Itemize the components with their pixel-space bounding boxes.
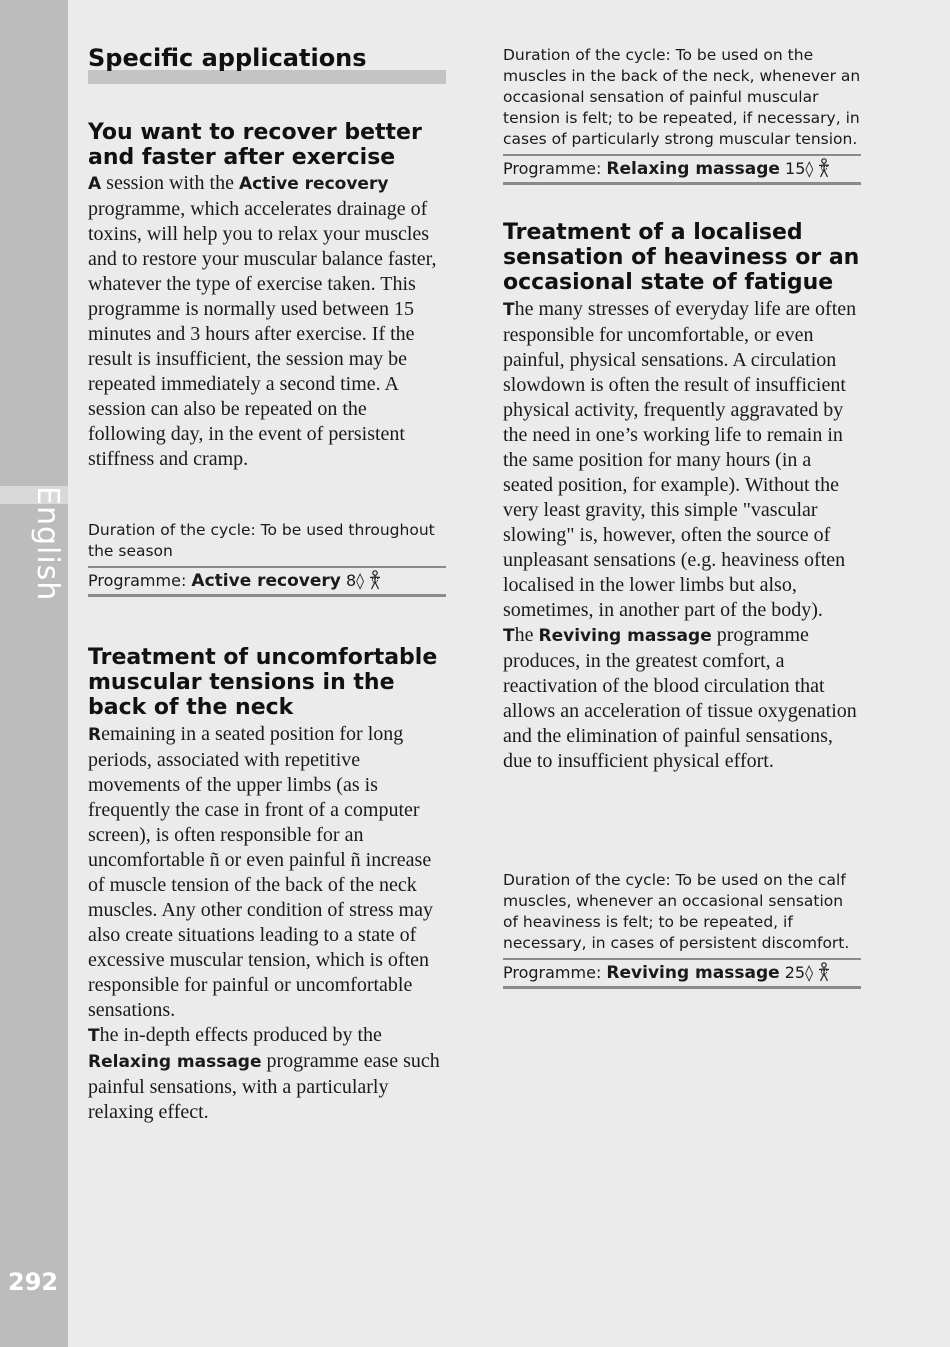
programme-name: Relaxing massage [606, 159, 780, 179]
heading-recover-exercise: You want to recover better and faster after exercise [88, 120, 422, 170]
section-header-bar [88, 70, 446, 84]
paragraph-heaviness-fatigue [503, 297, 863, 774]
page-number: 292 [8, 1268, 59, 1296]
heading-neck-tension: Treatment of uncomfortable muscular tensions in the back of the neck [88, 645, 438, 720]
duration-text: Duration of the cycle: To be used throughout the season [88, 521, 435, 560]
programme-name-inline: Reviving massage [538, 626, 712, 646]
programme-name: Reviving massage [606, 963, 780, 983]
programme-line [503, 958, 861, 989]
drop-initial: A [88, 174, 102, 194]
human-figure-icon [816, 962, 832, 990]
programme-number: 8◊ [340, 571, 365, 590]
human-figure-icon [816, 158, 832, 186]
paragraph-text: he in-depth effects produced by the [99, 1024, 382, 1046]
paragraph-text: he many stresses of everyday life are often responsible for uncomfortable, or even painful, physical sensations. A circulation slowdown is often the result of insufficient physical activity, frequently aggravated by the need in one’s working life to remain in the same position for many hours (in a seated position, for example). Without the very least gravity, this simple "vascular slowing" is, however, often the source of unpleasant sensations (e.g. heaviness often localised in the lower limbs but also, sometimes, in another part of the body). [503, 298, 857, 621]
programme-name-inline: Relaxing massage [88, 1052, 262, 1072]
paragraph-text: he [514, 624, 539, 646]
programme-line [88, 566, 446, 597]
heading-heaviness-fatigue: Treatment of a localised sensation of heaviness or an occasional state of fatigue [503, 220, 860, 295]
paragraph-text: emaining in a seated position for long periods, associated with repetitive movements of the upper limbs (as is frequently the case in front of a computer screen), is often responsible for an uncomfortable ñ or even painful ñ increase of muscle tension of the back of the neck muscles. Any other condition of stress may also create situations leading to a state of excessive muscular tension, which is often responsible for painful or uncomfortable sensations. [88, 723, 433, 1021]
language-label: English [30, 486, 65, 602]
programme-name-inline: Active recovery [238, 174, 389, 194]
programme-label: Programme: [88, 571, 192, 590]
programme-label: Programme: [503, 963, 607, 982]
programme-number: 15◊ [779, 159, 814, 178]
duration-text: Duration of the cycle: To be used on the muscles in the back of the neck, whenever an occasional sensation of painful muscular tension is felt; to be repeated, if necessary, in cases of particularly strong muscular tension. [503, 46, 861, 148]
programme-number: 25◊ [779, 963, 814, 982]
sidebar [0, 0, 68, 1347]
drop-initial: T [503, 300, 515, 320]
paragraph-text: session with the [101, 172, 239, 194]
section-title: Specific applications [88, 44, 367, 72]
drop-initial: R [88, 725, 102, 745]
duration-text: Duration of the cycle: To be used on the calf muscles, whenever an occasional sensation of heaviness is felt; to be repeated, if necessary, in cases of persistent discomfort. [503, 871, 850, 952]
drop-initial: T [88, 1026, 100, 1046]
programme-line [503, 154, 861, 185]
paragraph-text: programme, which accelerates drainage of toxins, will help you to relax your muscles and to restore your muscular balance faster, whatever the type of exercise taken. This programme is normally used between 15 minutes and 3 hours after exercise. If the result is insufficient, the session may be repeated immediately a second time. A session can also be repeated on the following day, in the event of persistent stiffness and cramp. [88, 198, 437, 470]
drop-initial: T [503, 626, 515, 646]
paragraph-neck-tension [88, 722, 448, 1125]
programme-name: Active recovery [191, 571, 341, 591]
paragraph-active-recovery [88, 171, 448, 472]
programme-label: Programme: [503, 159, 607, 178]
paragraph-text: programme produces, in the greatest comfort, a reactivation of the blood circulation that allows an acceleration of tissue oxygenation and the elimination of painful sensations, due to insufficient physical effort. [503, 624, 857, 772]
paragraph-text: programme ease such painful sensations, with a particularly relaxing effect. [88, 1050, 440, 1123]
human-figure-icon [367, 570, 383, 598]
section-header [88, 44, 446, 84]
